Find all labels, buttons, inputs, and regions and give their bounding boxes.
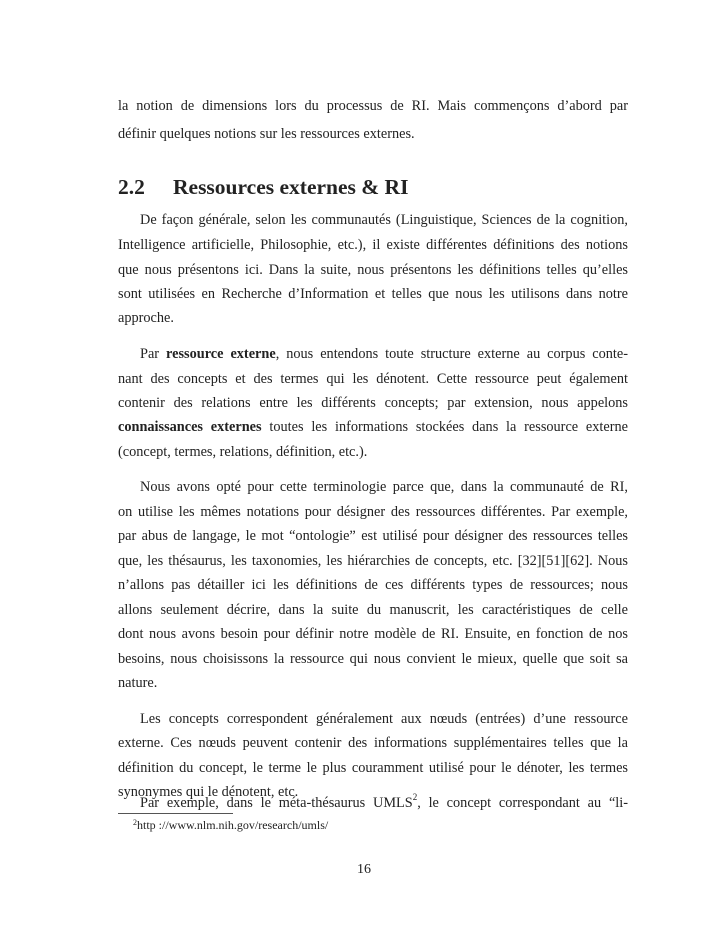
term-ressource-externe: ressource externe — [166, 346, 276, 362]
text-line: que, les thésaurus, les taxonomies, les hiérarchies de concepts, etc. [32][51][62]. Nous — [118, 553, 628, 569]
text-line: n’allons pas détailler ici les définitions de ces différents types de ressources; nous — [118, 577, 628, 593]
footnote-url: http ://www.nlm.nih.gov/research/umls/ — [137, 818, 329, 832]
text-line: on utilise les mêmes notations pour désigner des ressources différentes. Par exemple, — [118, 504, 628, 520]
text-line: nature. — [118, 675, 158, 691]
text-line: besoins, nous choisissons la ressource qui nous convient le mieux, quelle que soit sa — [118, 651, 628, 667]
text-line: De façon générale, selon les communautés (Linguistique, Sciences de la cognition, — [140, 212, 628, 228]
text-line: par abus de langage, le mot “ontologie” est utilisé pour désigner des ressources telles — [118, 528, 628, 544]
footnote-rule — [118, 813, 233, 814]
footnote-mark: 2 — [133, 818, 137, 827]
text-line — [140, 794, 628, 813]
text-line: externe. Ces nœuds peuvent contenir des informations supplémentaires telles que la — [118, 735, 628, 751]
text-line — [140, 345, 628, 364]
text-line: Nous avons opté pour cette terminologie parce que, dans la communauté de RI, — [140, 479, 628, 495]
text-run: , le concept correspondant au “li- — [417, 795, 628, 811]
text-line: contenir des relations entre les différents concepts; par extension, nous appelons — [118, 395, 628, 411]
section-number: 2.2 — [118, 175, 145, 199]
page-number: 16 — [357, 862, 371, 877]
text-line: définition du concept, le terme le plus couramment utilisé pour le dénoter, les termes — [118, 760, 628, 776]
text-run: , nous entendons toute structure externe au corpus conte- — [275, 346, 628, 362]
text-line: (concept, termes, relations, définition, etc.). — [118, 444, 368, 460]
text-line: la notion de dimensions lors du processus de RI. Mais commençons d’abord par — [118, 98, 628, 114]
text-line: Les concepts correspondent généralement aux nœuds (entrées) d’une ressource — [140, 711, 628, 727]
footnote-ref: 2 — [412, 792, 418, 803]
text-run: Par exemple, dans le méta-thésaurus UMLS — [140, 795, 413, 811]
text-line: nant des concepts et des termes qui les dénotent. Cette ressource peut également — [118, 371, 628, 387]
text-line: Intelligence artificielle, Philosophie, etc.), il existe différentes définitions des notions — [118, 237, 628, 253]
text-line: définir quelques notions sur les ressources externes. — [118, 126, 415, 142]
text-line: synonymes qui le dénotent, etc. — [118, 784, 299, 800]
text-line — [118, 418, 628, 437]
term-connaissances-externes: connaissances externes — [118, 419, 262, 435]
text-run: Par — [140, 346, 167, 362]
section-title: Ressources externes & RI — [173, 175, 409, 199]
text-line: sont utilisées en Recherche d’Information et telles que nous les utilisons dans notre — [118, 286, 628, 302]
text-run: toutes les informations stockées dans la ressource externe — [261, 419, 628, 435]
text-line: dont nous avons besoin pour définir notre modèle de RI. Ensuite, en fonction de nos — [118, 626, 628, 642]
section-heading — [118, 174, 408, 200]
text-line: que nous présentons ici. Dans la suite, nous présentons les définitions telles qu’elles — [118, 262, 628, 278]
text-line: approche. — [118, 310, 174, 326]
footnote — [133, 818, 328, 833]
text-line: allons seulement décrire, dans la suite du manuscrit, les caractéristiques de celle — [118, 602, 628, 618]
